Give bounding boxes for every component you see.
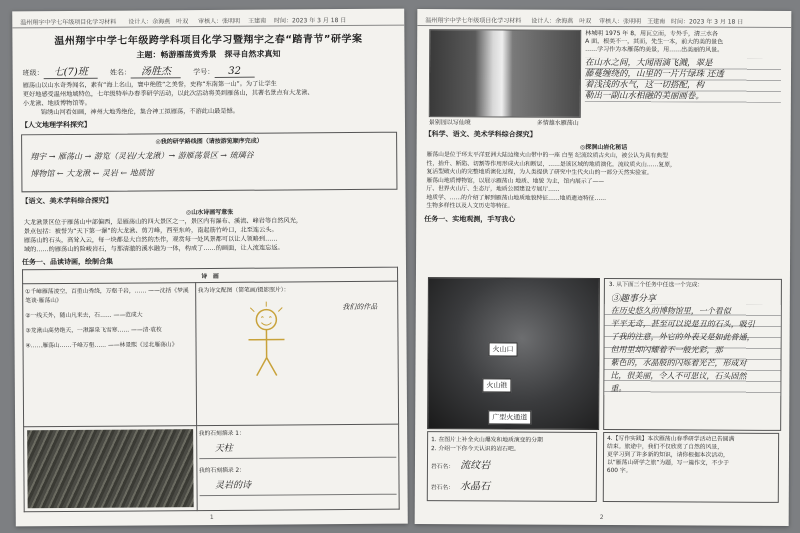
page-number: 1 — [209, 513, 214, 522]
lit-line: 大龙湫景区位于雁荡山中部偏西，是雁荡山的四大景区之一，景区内有瀑布、溪流、峰岩等自然风光， — [23, 217, 303, 227]
rock-carving-1-value[interactable]: 天柱 — [199, 436, 397, 459]
approver-label: 王建南 — [248, 17, 267, 25]
volcano-photo-frame — [427, 277, 600, 430]
bark-photo-cell — [24, 426, 197, 512]
text-line: A 面，根美不一，其而，先生一本，前大的美的景色 — [585, 37, 724, 46]
essay-line: 紫色的，水晶般的闪烁着光芒，形成对 — [610, 358, 747, 368]
essay-line: 平平无奇，甚至可以说是丑的石头，吸引 — [610, 319, 755, 329]
drawing-cell[interactable] — [195, 281, 398, 425]
poem-item: ④……雁荡山……千峰万壑…… ——林景熙《过北雁荡山》 — [25, 342, 178, 350]
photo-caption-left: 景别园以写仙境 — [428, 119, 471, 127]
text-line: 林城明 1975 年 8，用瓦立而，专外手，清三水各 — [585, 29, 719, 38]
class-label: 班级： — [22, 69, 44, 78]
intro-line: 雁荡山以山水奇秀闻名，素有“海上名山，寰中绝胜”之美誉，史称“东南第一山”。为了让学生 — [22, 80, 277, 90]
poem-item: ①千嶂雁荡凌空，百重山秀绕，万壑千岩，…… ——沈括《梦溪笔谈·雁荡山》 — [25, 288, 189, 305]
write-line: 更学习到了许多新的知识，请你根据本次活动， — [607, 452, 729, 459]
rock-name-value[interactable]: 流纹岩 — [460, 460, 491, 472]
tree-bark-photo — [27, 429, 193, 508]
approver-label: 王建南 — [647, 18, 666, 26]
handwritten-description[interactable] — [585, 58, 781, 103]
essay-line: 但用里却闪耀着不一般光彩，那 — [610, 345, 723, 355]
sci-line: 雁荡山是位于环太平洋亚洲大陆边缘火山带中的一座 白垩 纪流纹质古火山，被公认为具有典型 — [426, 152, 668, 160]
write-line: 以“雁荡山研学之旅”为题，写一篇作文，不少于 — [606, 460, 729, 467]
page-number: 2 — [599, 513, 604, 522]
essay-line: 在历史悠久的博物馆里，一个看似 — [610, 306, 731, 316]
reviewer-label: 审核人：张明明 — [599, 17, 642, 26]
sci-line: 复活型破火山的完整地质演化过程，为人类提供了研究中生代火山的一部分天然实验室。 — [426, 169, 653, 177]
name-label: 姓名： — [110, 68, 132, 77]
reviewer-label: 审核人：张明明 — [198, 17, 241, 26]
waterfall-photo — [430, 30, 580, 117]
page-header — [417, 9, 791, 28]
write-line: 结束。旅途中，我们不仅欣赏了自然的风景， — [607, 444, 724, 451]
task-three-box — [603, 278, 782, 431]
task-one-label: 任务一、品读诗画，绘制合集 — [21, 257, 113, 267]
lit-line: 景点包括：被誉为“天下第一瀑”的大龙湫、剪刀峰，西至东岭，南起筋竹岭口，北至连云头。 — [23, 226, 278, 236]
q3-line: 3. 从下面三个任务中任选一个完成： — [608, 282, 704, 289]
poem-cell — [23, 283, 196, 427]
rock-carving-2-value[interactable]: 灵岩的诗 — [199, 473, 397, 496]
id-label: 学号： — [193, 67, 215, 77]
intro-paragraph — [13, 78, 405, 119]
sci-line: 性，抬升、断陷、切割等作用形成火山和断层，……是该区域的地质演化，流纹质火山……复原， — [426, 160, 676, 168]
sci-line: 地质学、……的介绍了解到雁荡山地质地貌特征……地质遗迹特征…… — [426, 194, 607, 202]
poem-item: ③龙湫山高势绝天，一湫瀑泉飞雪寒…… ——清·袁枚 — [25, 327, 162, 335]
route-map-box — [21, 132, 397, 193]
poem-table — [22, 267, 400, 513]
page-subtitle: 主题：畅游雁荡赏秀景 探寻自然求真知 — [136, 49, 281, 60]
sci-line: 厅、世界火山厅、生态厅，地质公园建设专展厅…… — [426, 186, 560, 193]
date-label: 时间：2023 年 3 月 18 日 — [671, 18, 744, 26]
designer-label: 设计人：余海燕 叶双 — [531, 17, 592, 25]
crater-label[interactable]: 火山口 — [489, 342, 518, 356]
essay-line: 比，很美丽，令人不可思议，石头固然 — [610, 371, 747, 381]
q1-line: 2. 介绍一下你今天认识的岩石吧。 — [431, 446, 520, 453]
essay-line: 重。 — [610, 384, 627, 394]
date-label: 时间：2023 年 3 月 18 日 — [274, 17, 347, 25]
drawing-note: 我们的作品 — [342, 302, 378, 312]
hand-line: 着浅浅的水气，这一切搭配，构 — [584, 79, 704, 91]
route-line-1[interactable]: 翔宇 → 雁荡山 → 游览（灵岩/大龙湫）→ 游雁荡景区 → 琉璃谷 — [30, 150, 254, 162]
intro-line: 小龙湫、地质博物馆等。 — [22, 99, 91, 108]
intro-line: 更好地感受温州地域特色，七年级特举办春季研学活动，以此次活动将美到雁荡山，其著名景点有大龙湫、 — [22, 89, 314, 99]
worksheet-page-2 — [415, 9, 792, 526]
text-line: ……学习作为本雁荡的美景，用……出美丽的风景。 — [585, 45, 724, 54]
worksheet-page-1 — [12, 9, 408, 527]
id-value[interactable]: 32 — [214, 66, 255, 78]
rock-name-label: 岩石名： — [430, 464, 455, 471]
lit-intro — [14, 215, 406, 256]
lit-line: 域的……的雁荡山的险峻岩石，与那清澈的溪水融为一体，构成了……的画面，让人流连忘返。 — [23, 244, 284, 254]
q1-line: 1. 在图片上补全火山爆发和地质演变的分期 — [431, 437, 543, 444]
poem-table-header: 诗 画 — [23, 267, 398, 284]
vent-channel-label[interactable]: 广型火通道 — [488, 410, 531, 424]
rock-name-value-2[interactable]: 水晶石 — [460, 481, 491, 493]
essay-line: 了我的注意，外它的外表又是如此普通， — [610, 332, 755, 342]
route-line-2[interactable]: 博物馆 ← 大龙湫 ← 灵岩 ← 地质馆 — [30, 168, 154, 179]
essay-body[interactable] — [604, 304, 780, 396]
sci-subheading: ◎探洞山岩化秘话 — [579, 143, 628, 152]
drawing-prompt: 我为诗文配图（简笔画/摄影照片）： — [197, 287, 290, 295]
page-header — [12, 9, 404, 29]
section-sci-heading: 【科学、语文、美术学科综合探究】 — [424, 130, 537, 139]
name-value[interactable]: 汤胜杰 — [131, 66, 181, 78]
sci-text — [416, 150, 790, 213]
rock-carving-2-label: 我的石刻摘录 2： — [198, 467, 246, 475]
write-line: 600 字。 — [606, 468, 632, 475]
top-right-text — [585, 30, 781, 55]
photo-caption-right: 多情雄水雁荡山 — [536, 119, 579, 127]
writing-practice-box — [603, 432, 779, 503]
poem-table-wrap — [22, 267, 400, 513]
essay-title: ③趣事分享 — [610, 294, 656, 305]
intro-line: 锦绣山河看如画，神州大地秀绝伦，集合神工拟雁荡，不游此山最是憾。 — [40, 107, 239, 117]
hand-line: 藤蔓缠绕的，山里的一片片绿珠 还透 — [584, 68, 724, 80]
page-title: 温州翔宇中学七年级跨学科项目化学习暨翔宇之春“踏青节”研学案 — [54, 33, 363, 48]
task-one-label: 任务一、实地观测，手写我心 — [424, 214, 516, 224]
route-map-title: ◎我的研学路线图（请按游览顺序完成） — [155, 137, 263, 146]
section-geo-heading: 【人文地理学科探究】 — [20, 120, 92, 130]
rock-question-box — [427, 431, 597, 502]
rock-carving-cell — [196, 424, 399, 510]
stick-figure-drawing — [218, 299, 339, 380]
school-label: 温州翔宇中学七年级项目化学习材料 — [425, 17, 522, 25]
school-label: 温州翔宇中学七年级项目化学习材料 — [20, 18, 117, 27]
lit-line: 雁荡山的石头，高耸入云，每一块都是大自然的杰作，观赏每一处风景都可以让人领略到…… — [23, 235, 278, 245]
volcanic-cone-label[interactable]: 火山锥 — [482, 378, 511, 392]
waterfall-photo-frame — [429, 29, 581, 118]
sci-line: 雁荡山地质博物馆，以展示雁荡山 地质、地貌 为主，馆内展示了—— — [426, 177, 605, 185]
lit-subheading: ◎山水诗画写意张 — [185, 208, 234, 217]
designer-label: 设计人：余海燕 叶双 — [128, 18, 189, 26]
hand-line: 在山水之间，大闻雨滴飞溅，翠是 — [585, 57, 713, 69]
photo-captions — [429, 117, 579, 127]
hand-line: 勒出一副山水相融的美丽画卷。 — [584, 90, 704, 102]
class-value[interactable]: 七(7)班 — [44, 67, 98, 79]
sci-line: 生物多样性以及人文历史等特征。 — [426, 203, 514, 210]
rock-carving-1-label: 我的石刻摘录 1： — [198, 430, 245, 438]
rock-name-label-2: 岩石名： — [430, 485, 455, 492]
section-lit-heading: 【语文、美术学科综合探究】 — [21, 196, 113, 206]
poem-item: ②一线天外，随山凡来去，石…… ——范成大 — [25, 312, 143, 320]
write-line: 4.【写作实践】本次雁荡山春季研学活动已告圆满 — [607, 436, 735, 443]
